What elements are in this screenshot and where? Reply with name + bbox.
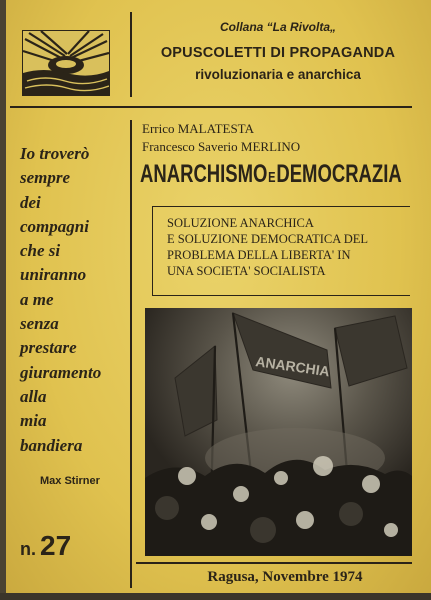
- subtitle-box: [152, 206, 410, 296]
- quote-line: che si: [20, 241, 61, 261]
- main-title: [140, 160, 418, 189]
- main-title-text: [140, 160, 402, 189]
- quote-line: giuramento: [20, 362, 102, 382]
- series-collana: Collana “La Rivolta„: [219, 20, 337, 34]
- issue-prefix: n.: [20, 539, 36, 559]
- quote-line: sempre: [20, 168, 71, 188]
- stirner-quote: [20, 142, 130, 458]
- place-date: Ragusa, Novembre 1974: [207, 569, 363, 585]
- header-divider-horizontal: [10, 106, 412, 108]
- author-malatesta: Errico MALATESTA: [142, 121, 254, 136]
- subtitle-line: SOLUZIONE ANARCHICA: [167, 216, 314, 230]
- quote-line: senza: [20, 314, 59, 334]
- quote-line: prestare: [20, 338, 77, 358]
- cover-bottom-edge: [0, 593, 431, 600]
- protest-photo: [145, 308, 412, 556]
- series-title: OPUSCOLETTI DI PROPAGANDA: [160, 45, 396, 61]
- quote-line: uniranno: [20, 265, 87, 285]
- quote-line: dei: [20, 192, 41, 212]
- header-divider-vertical: [130, 12, 132, 97]
- quote-line: mia: [20, 411, 47, 431]
- title-democrazia: DEMOCRAZIA: [276, 160, 402, 188]
- subtitle-line: UNA SOCIETA' SOCIALISTA: [167, 264, 326, 278]
- title-conjunction: E: [268, 169, 276, 186]
- series-subtitle: rivoluzionaria e anarchica: [195, 67, 361, 82]
- cover-left-edge: [0, 0, 6, 600]
- sunrise-woodcut-icon: [22, 30, 110, 96]
- issue-number: [20, 530, 71, 562]
- quote-line: Io troverò: [20, 144, 90, 163]
- quote-line: bandiera: [20, 435, 83, 455]
- author-merlino: Francesco Saverio MERLINO: [142, 139, 301, 154]
- issue-value: 27: [40, 530, 72, 561]
- flag-text: ANARCHIA: [254, 353, 331, 380]
- quote-line: a me: [20, 289, 54, 309]
- quote-line: compagni: [20, 216, 89, 236]
- subtitle-line: E SOLUZIONE DEMOCRATICA DEL: [167, 232, 369, 246]
- column-divider-vertical: [130, 120, 132, 588]
- quote-author: Max Stirner: [40, 475, 100, 487]
- subtitle-line: PROBLEMA DELLA LIBERTA' IN: [167, 248, 351, 262]
- title-anarchismo: ANARCHISMO: [140, 160, 268, 188]
- footer-rule: [136, 562, 412, 564]
- quote-line: alla: [20, 386, 47, 406]
